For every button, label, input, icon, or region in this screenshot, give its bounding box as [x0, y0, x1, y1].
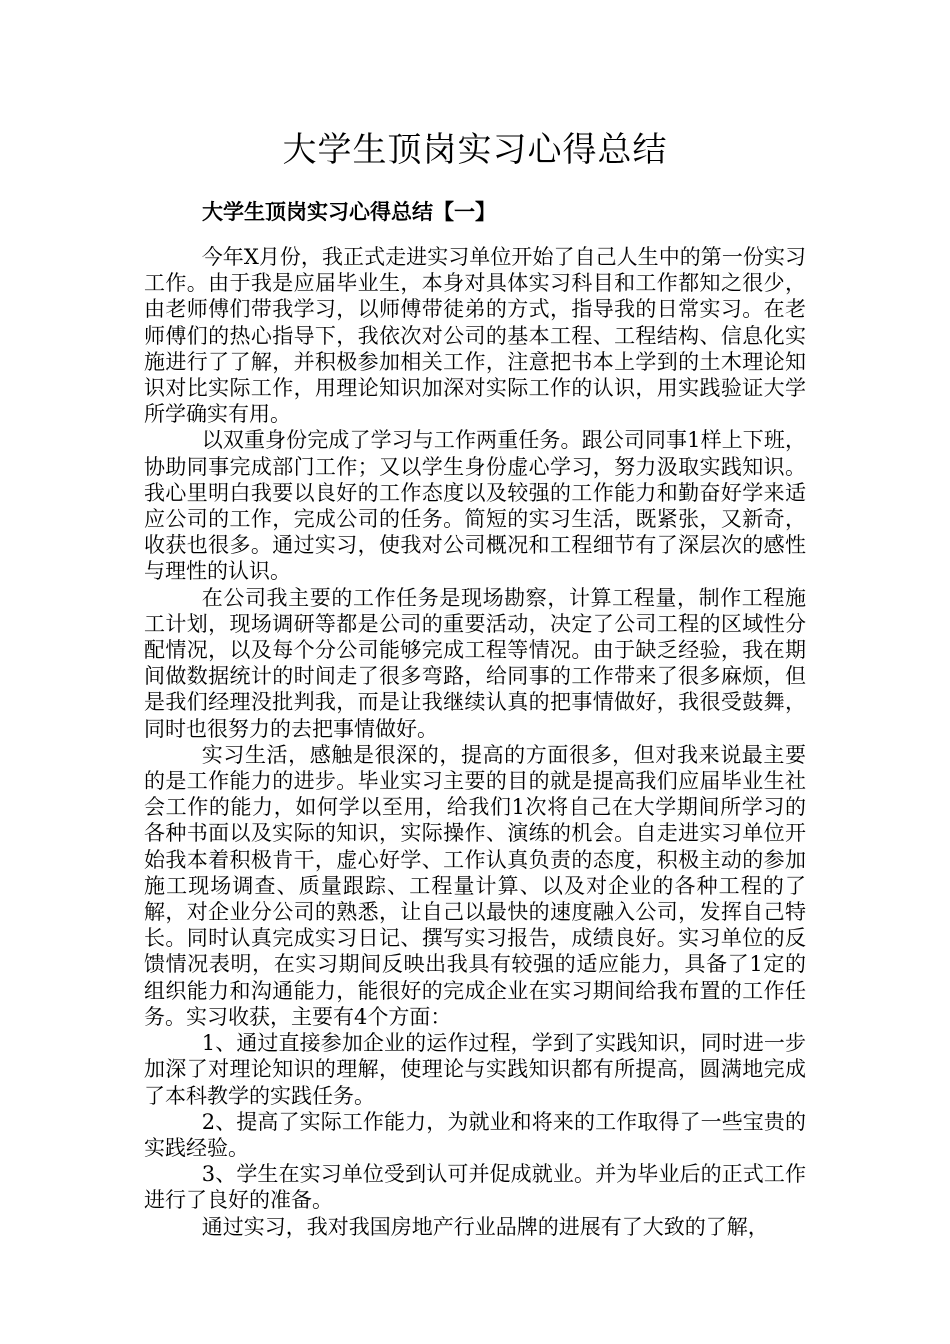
paragraph: 以双重身份完成了学习与工作两重任务。跟公司同事1样上下班，协助同事完成部门工作；又以学生身份虚心学习，努力汲取实践知识。我心里明白我要以良好的工作态度以及较强的工作能力和勤奋好学来适应公司的工作，完成公司的任务。简短的实习生活，既紧张，又新奇，收获也很多。通过实习，使我对公司概况和工程细节有了深层次的感性与理性的认识。 — [144, 428, 806, 584]
paragraph: 今年X月份，我正式走进实习单位开始了自己人生中的第一份实习工作。由于我是应届毕业生，本身对具体实习科目和工作都知之很少，由老师傅们带我学习，以师傅带徒弟的方式，指导我的日常实习。在老师傅们的热心指导下，我依次对公司的基本工程、工程结构、信息化实施进行了了解，并积极参加相关工作，注意把书本上学到的土木理论知识对比实际工作，用理论知识加深对实际工作的认识，用实践验证大学所学确实有用。 — [144, 245, 806, 427]
document-title: 大学生顶岗实习心得总结 — [282, 130, 668, 170]
paragraph: 通过实习，我对我国房地产行业品牌的进展有了大致的了解， — [201, 1214, 769, 1239]
list-item: 3、学生在实习单位受到认可并促成就业。并为毕业后的正式工作进行了良好的准备。 — [144, 1162, 806, 1213]
section-heading: 大学生顶岗实习心得总结【一】 — [202, 199, 496, 224]
paragraph: 在公司我主要的工作任务是现场勘察，计算工程量，制作工程施工计划，现场调研等都是公司的重要活动，决定了公司工程的区域性分配情况，以及每个分公司能够完成工程等情况。由于缺乏经验，我在期间做数据统计的时间走了很多弯路，给同事的工作带来了很多麻烦，但是我们经理没批判我，而是让我继续认真的把事情做好，我很受鼓舞，同时也很努力的去把事情做好。 — [144, 585, 806, 741]
list-item: 2、提高了实际工作能力，为就业和将来的工作取得了一些宝贵的实践经验。 — [144, 1109, 806, 1160]
paragraph: 实习生活，感触是很深的，提高的方面很多，但对我来说最主要的是工作能力的进步。毕业实习主要的目的就是提高我们应届毕业生社会工作的能力，如何学以至用，给我们1次将自己在大学期间所学习的各种书面以及实际的知识，实际操作、演练的机会。自走进实习单位开始我本着积极肯干，虚心好学、工作认真负责的态度，积极主动的参加施工现场调查、质量跟踪、工程量计算、以及对企业的各种工程的了解，对企业分公司的熟悉，让自己以最快的速度融入公司，发挥自己特长。同时认真完成实习日记、撰写实习报告，成绩良好。实习单位的反馈情况表明，在实习期间反映出我具有较强的适应能力，具备了1定的组织能力和沟通能力，能很好的完成企业在实习期间给我布置的工作任务。实习收获，主要有4个方面： — [144, 742, 806, 1029]
document-body — [144, 244, 806, 1240]
list-item: 1、通过直接参加企业的运作过程，学到了实践知识，同时进一步加深了对理论知识的理解，使理论与实践知识都有所提高，圆满地完成了本科教学的实践任务。 — [144, 1031, 806, 1108]
